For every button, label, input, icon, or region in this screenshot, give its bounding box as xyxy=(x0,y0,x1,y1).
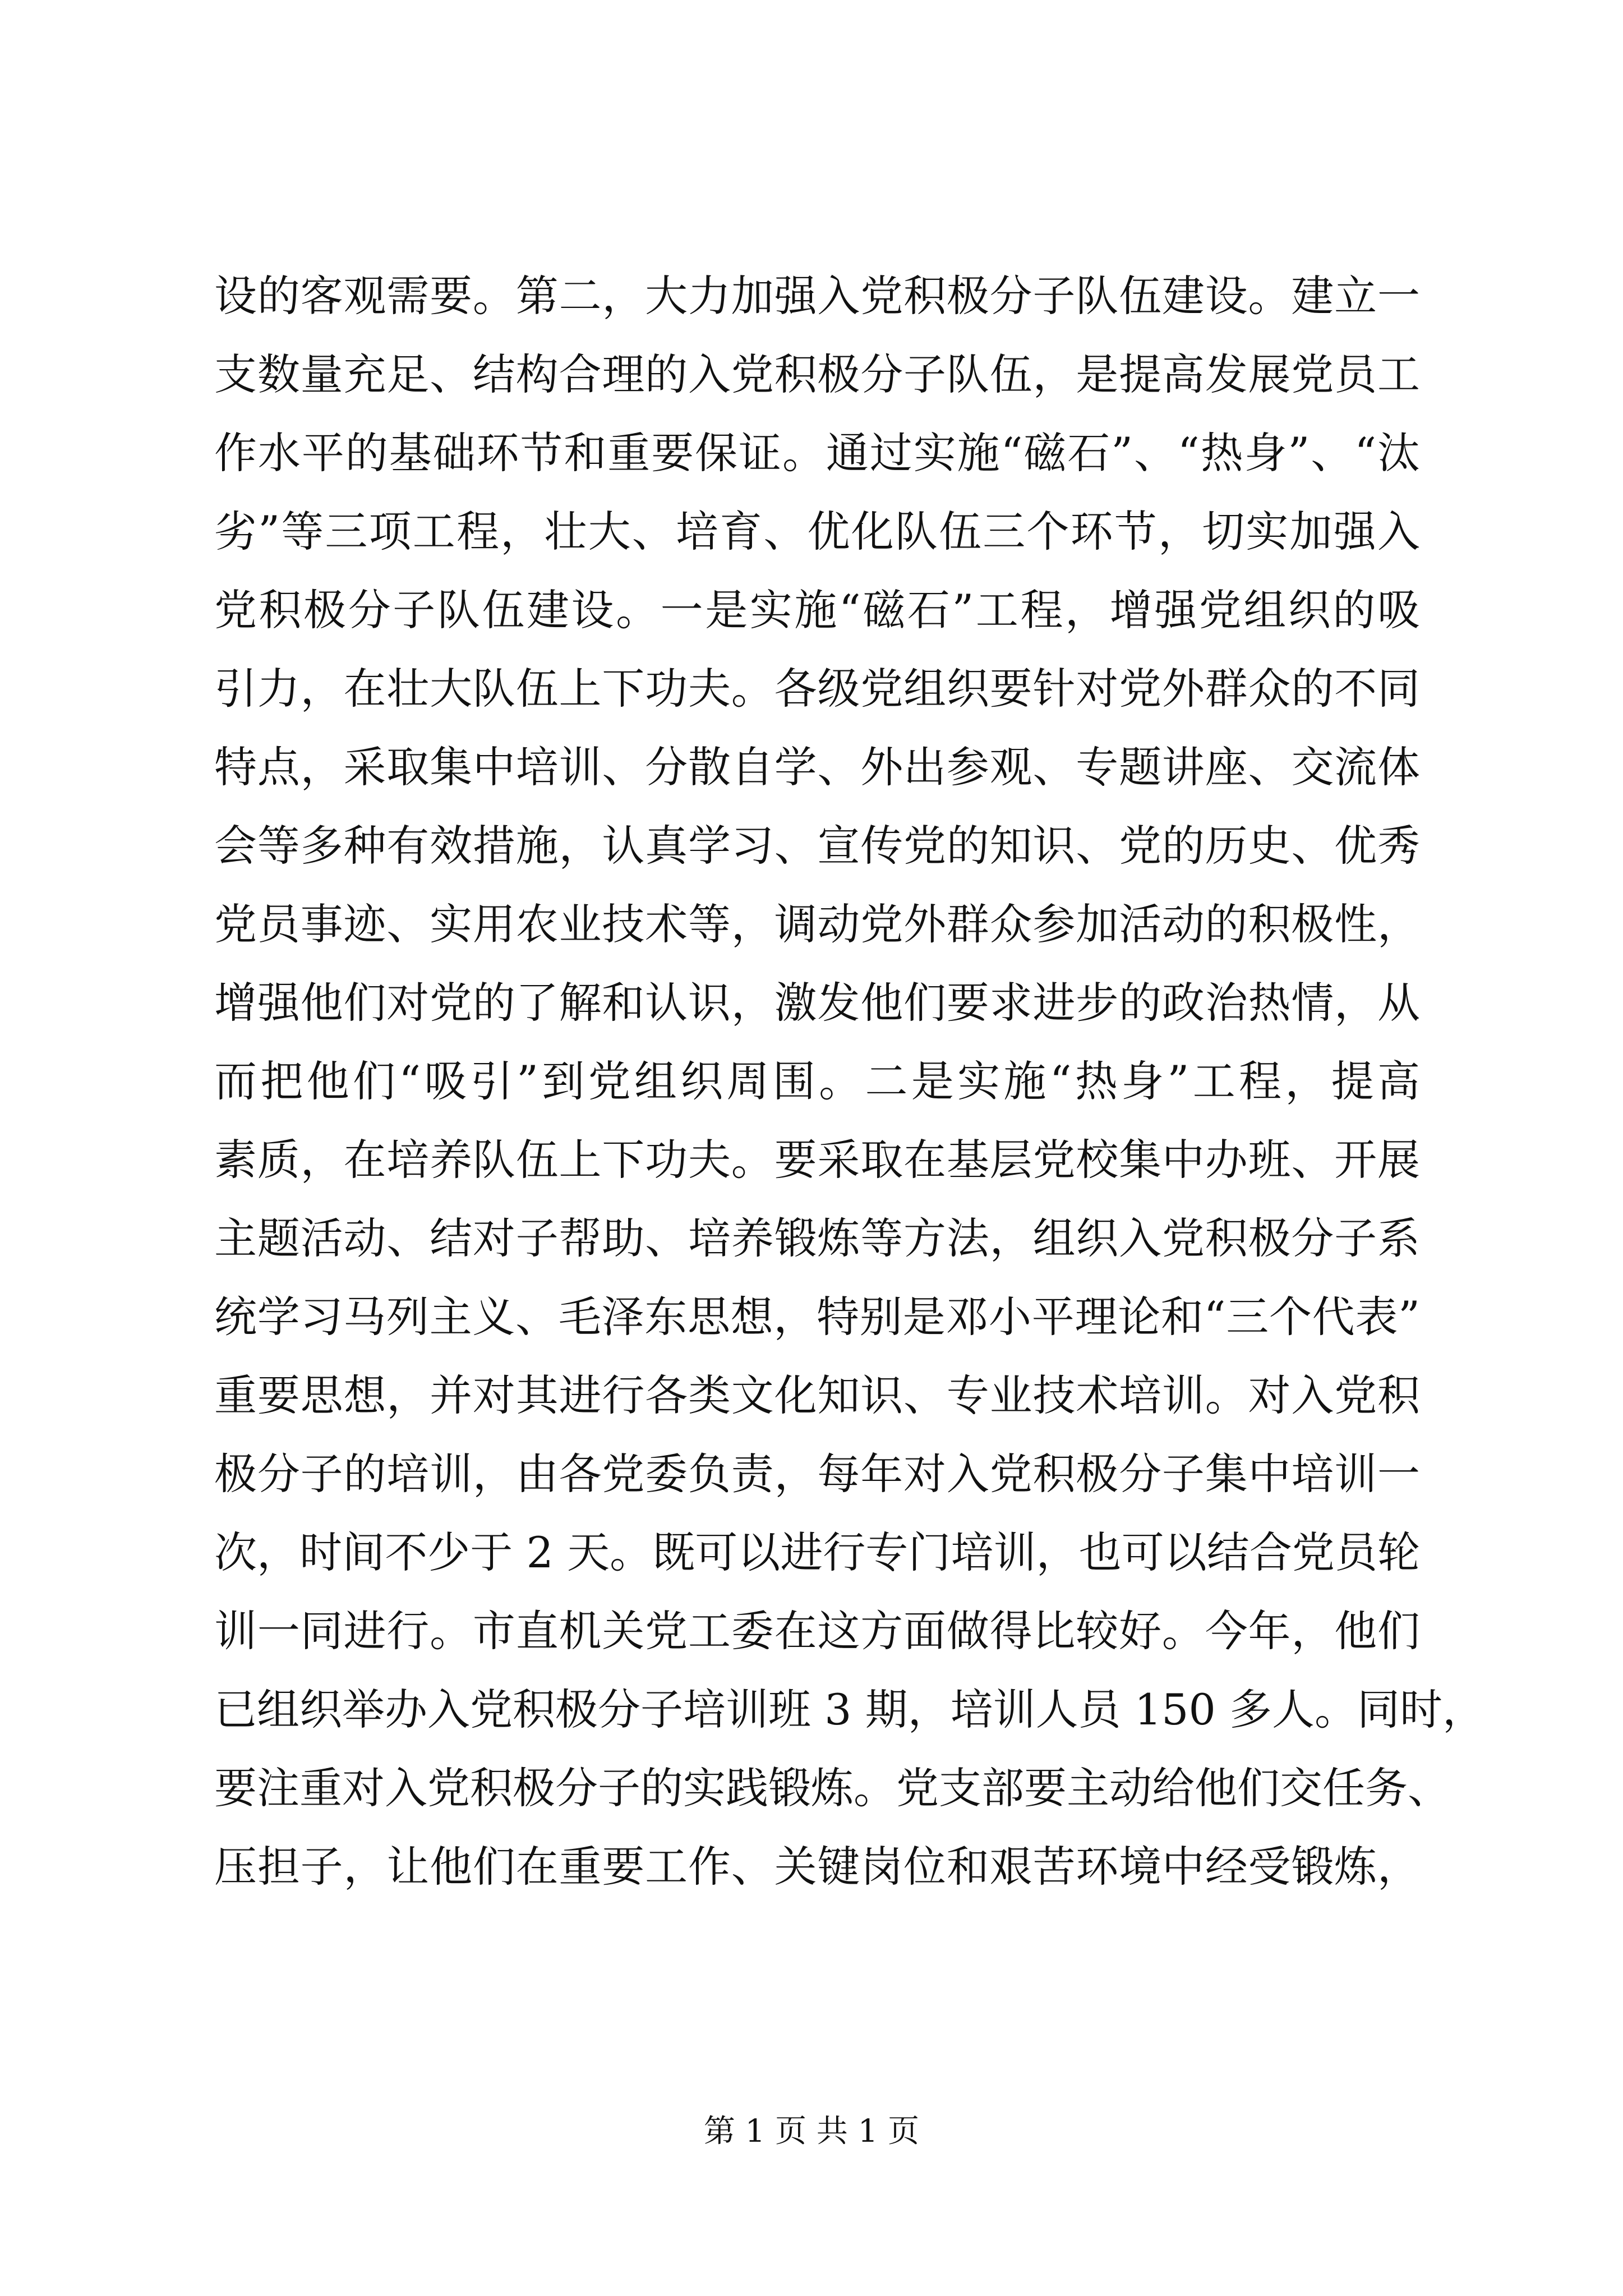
text-line: 而把他们“吸引”到党组织周围。二是实施“热身”工程，提高 xyxy=(214,1056,1420,1106)
text-line: 次，时间不少于 2 天。既可以进行专门培训，也可以结合党员轮 xyxy=(214,1527,1420,1577)
document-body xyxy=(214,257,1486,1906)
text-line: 压担子，让他们在重要工作、关键岗位和艰苦环境中经受锻炼， xyxy=(214,1842,1420,1892)
page-number-footer: 第 1 页 共 1 页 xyxy=(703,2113,920,2150)
text-line: 设的客观需要。第二，大力加强入党积极分子队伍建设。建立一 xyxy=(214,271,1420,321)
text-line: 统学习马列主义、毛泽东思想，特别是邓小平理论和“三个代表” xyxy=(214,1292,1420,1342)
text-line: 已组织举办入党积极分子培训班 3 期，培训人员 150 多人。同时， xyxy=(214,1685,1486,1734)
text-line: 素质，在培养队伍上下功夫。要采取在基层党校集中办班、开展 xyxy=(214,1135,1420,1185)
text-line: 党员事迹、实用农业技术等，调动党外群众参加活动的积极性， xyxy=(214,899,1420,949)
text-line: 要注重对入党积极分子的实践锻炼。党支部要主动给他们交任务、 xyxy=(214,1763,1450,1813)
text-line: 主题活动、结对子帮助、培养锻炼等方法，组织入党积极分子系 xyxy=(214,1213,1420,1263)
text-line: 支数量充足、结构合理的入党积极分子队伍，是提高发展党员工 xyxy=(214,349,1420,399)
text-line: 党积极分子队伍建设。一是实施“磁石”工程，增强党组织的吸 xyxy=(214,585,1420,635)
text-line: 增强他们对党的了解和认识，激发他们要求进步的政治热情，从 xyxy=(214,978,1420,1028)
text-line: 训一同进行。市直机关党工委在这方面做得比较好。今年，他们 xyxy=(214,1606,1420,1656)
text-line: 会等多种有效措施，认真学习、宣传党的知识、党的历史、优秀 xyxy=(214,821,1420,871)
text-line: 劣”等三项工程，壮大、培育、优化队伍三个环节，切实加强入 xyxy=(214,507,1420,556)
text-line: 作水平的基础环节和重要保证。通过实施“磁石”、“热身”、“汰 xyxy=(214,428,1420,478)
text-line: 极分子的培训，由各党委负责，每年对入党积极分子集中培训一 xyxy=(214,1449,1420,1499)
text-line: 重要思想，并对其进行各类文化知识、专业技术培训。对入党积 xyxy=(214,1370,1420,1420)
text-line: 引力，在壮大队伍上下功夫。各级党组织要针对党外群众的不同 xyxy=(214,664,1420,714)
text-line: 特点，采取集中培训、分散自学、外出参观、专题讲座、交流体 xyxy=(214,742,1420,792)
